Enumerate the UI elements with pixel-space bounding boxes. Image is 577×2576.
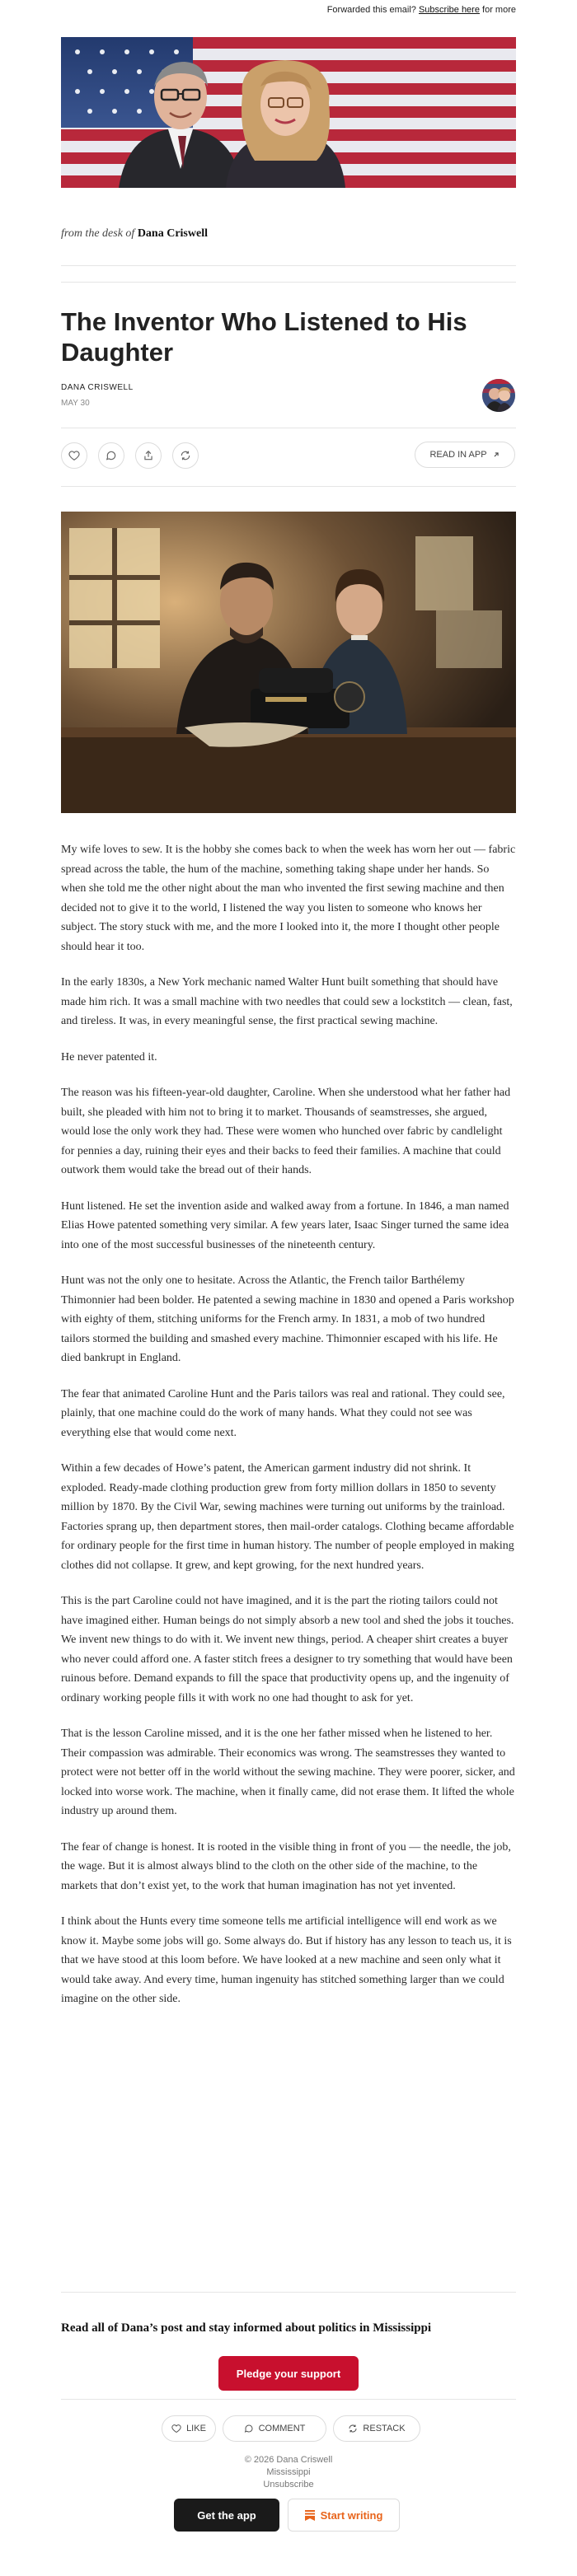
comment-icon (106, 450, 117, 461)
heart-icon (68, 450, 80, 461)
article-paragraph: In the early 1830s, a New York mechanic named Walter Hunt built something that should have made him rich. It was a small machine with two needles that could sew a lockstitch — clean, fast, and tireless. It was, in every meaningful sense, the first practical sewing machine. (61, 976, 513, 1027)
divider (61, 2399, 516, 2400)
article-paragraph: This is the part Caroline could not have imagined, and it is the part the rioting tailors could not have imagined either. Human beings do not simply absorb a new tool and shed the jobs it touches. We invent new things to do with it. We invent new things, period. A cheaper shirt creates a buyer who never could afford one. A faster stitch frees a designer to try something that would have been ruinous before. Demand expands to fill the space that productivity opens up, and the ingenuity of ordinary working people fills it with work no one had thought to ask for yet. (61, 1595, 514, 1704)
article-body (61, 840, 516, 2026)
divider (61, 265, 516, 266)
article-paragraph: I think about the Hunts every time someone tells me artificial intelligence will end work as we know it. Maybe some jobs will go. Some always do. But if history has any lesson to teach us, it is that we have stood at this loom before. We have looked at a new machine and seen only what it would take away. And every time, human ingenuity has stitched something larger than we could imagine on the other side. (61, 1915, 512, 2005)
share-icon (143, 450, 154, 461)
forward-suffix: for more (482, 5, 516, 15)
article-paragraph: The fear of change is honest. It is rooted in the visible thing in front of you — the needle, the job, the wage. But it is almost always blind to the cloth on the other side of the machine, to the markets that don’t exist yet, to the work that human imagination has not yet invented. (61, 1840, 511, 1892)
author-avatar[interactable] (482, 379, 515, 412)
forward-line (0, 5, 516, 15)
get-the-app-button[interactable]: Get the app (174, 2499, 279, 2532)
masthead-byline (61, 227, 208, 241)
footer-copyright: © 2026 Dana Criswell (244, 2455, 333, 2465)
article-paragraph: He never patented it. (61, 1050, 157, 1064)
read-in-app-button[interactable] (415, 442, 515, 468)
masthead-author[interactable]: Dana Criswell (137, 227, 208, 240)
comment-button[interactable] (98, 442, 124, 469)
comment-label: COMMENT (258, 2424, 306, 2433)
restack-button[interactable] (172, 442, 199, 469)
article-paragraph: Hunt listened. He set the invention aside and walked away from a fortune. In 1846, a man named Elias Howe patented something very similar. A few years later, Isaac Singer turned the same idea into one of the most successful businesses of the nineteenth century. (61, 1199, 509, 1251)
article-paragraph: That is the lesson Caroline missed, and it is the one her father missed when he listened to her. Their compassion was admirable. Their economics was wrong. The seamstresses they wanted to protect were not better off in the world without the sewing machine. They were poorer, sicker, and locked into worse work. The machine, when it finally came, did not erase them. It lifted the whole industry up around them. (61, 1727, 515, 1817)
comment-icon (244, 2424, 254, 2433)
substack-logo-icon (305, 2510, 315, 2521)
comment-pill-button[interactable] (223, 2415, 326, 2442)
avatar-image (482, 379, 515, 412)
post-title[interactable]: The Inventor Who Listened to His Daughter (61, 307, 467, 367)
pledge-support-button[interactable]: Pledge your support (218, 2356, 359, 2391)
article-hero-image (61, 512, 516, 813)
like-label: LIKE (186, 2424, 206, 2433)
from-prefix: from the desk of (61, 227, 135, 240)
footer-location: Mississippi (266, 2467, 311, 2477)
restack-label: RESTACK (363, 2424, 406, 2433)
post-author[interactable]: DANA CRISWELL (61, 383, 134, 392)
hero-illustration (61, 512, 516, 813)
article-paragraph: The reason was his fifteen-year-old daughter, Caroline. When she understood what her father had built, she pleaded with him not to bring it to market. Thousands of seamstresses, she argued, would lose the only work they had. These were women who hunched over fabric by candlelight for pennies a day, ruining their eyes and their backs to feed their families. A machine that could outwork them would take the bread out of their hands. (61, 1087, 511, 1176)
heart-icon (171, 2424, 181, 2433)
like-pill-button[interactable] (162, 2415, 216, 2442)
cta-text: Read all of Dana’s post and stay informed about politics in Mississippi (61, 2321, 432, 2335)
article-paragraph: Hunt was not the only one to hesitate. Across the Atlantic, the French tailor Barthélemy Thimonnier had been bolder. He patented a sewing machine in 1830 and opened a Paris workshop with eighty of them, stitching uniforms for the French army. In 1831, a mob of two hundred tailors stormed the building and smashed every machine. Thimonnier escaped with his life. He died bankrupt in England. (61, 1274, 514, 1364)
unsubscribe-link[interactable]: Unsubscribe (263, 2480, 314, 2490)
post-date: MAY 30 (61, 399, 90, 408)
article-paragraph: My wife loves to sew. It is the hobby she comes back to when the week has worn her out — fabric spread across the table, the hum of the machine, something taking shape under her hands. So when she told me the other night about the man who invented the first sewing machine and then decided not to give it to the world, I listened the way you listen to someone who knows her subject. The story stuck with me, and the more I looked into it, the more I thought other people should hear it too. (61, 844, 516, 953)
restack-icon (180, 450, 191, 461)
article-paragraph: Within a few decades of Howe’s patent, the American garment industry did not shrink. It exploded. Ready-made clothing production grew from forty million dollars in 1850 to seventy million by 1870. By the Civil War, sewing machines were turning out uniforms by the trainload. Factories sprang up, then department stores, then mail-order catalogs. Clothing became affordable for ordinary people for the first time in human history. The number of people employed in making clothes did not collapse. It grew, and kept growing, for the next hundred years. (61, 1462, 514, 1572)
divider (61, 2292, 516, 2293)
start-writing-label: Start writing (320, 2508, 383, 2522)
restack-pill-button[interactable] (333, 2415, 420, 2442)
start-writing-button[interactable] (288, 2499, 400, 2532)
article-paragraph: The fear that animated Caroline Hunt and the Paris tailors was real and rational. They could see, plainly, that one machine could do the work of many hands. What they could not see was everything else that would come next. (61, 1387, 505, 1439)
share-button[interactable] (135, 442, 162, 469)
forward-text: Forwarded this email? (326, 5, 416, 15)
banner-illustration (61, 37, 516, 188)
subscribe-link[interactable]: Subscribe here (418, 5, 480, 15)
restack-icon (348, 2424, 358, 2433)
like-button[interactable] (61, 442, 87, 469)
header-banner-image (61, 37, 516, 188)
divider (61, 282, 516, 283)
divider (61, 486, 516, 487)
read-in-app-label: READ IN APP (429, 450, 487, 460)
arrow-up-right-icon (492, 451, 500, 459)
